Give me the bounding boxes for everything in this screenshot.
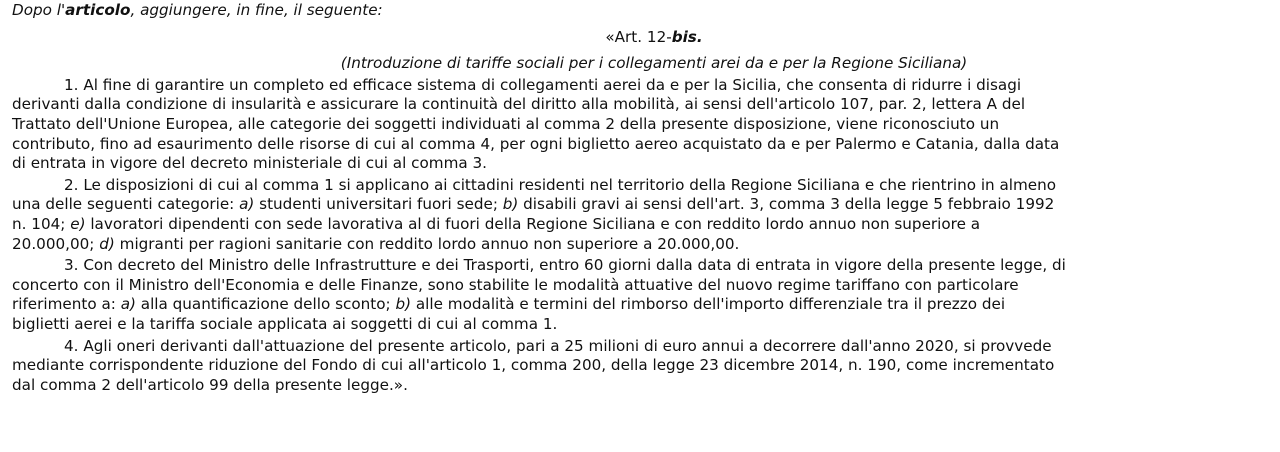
list-marker: e): [70, 214, 86, 233]
text-run: 4. Agli oneri derivanti dall'attuazione del presente articolo, pari a 25 milioni di euro annui a decorrere dall'anno 2020, si provvede: [64, 336, 1052, 355]
text-run: dal comma 2 dell'articolo 99 della presente legge.».: [12, 375, 408, 394]
article-subtitle: (Introduzione di tariffe sociali per i collegamenti arei da e per la Regione Siciliana): [340, 54, 968, 73]
article-title-suffix: bis.: [671, 27, 703, 46]
text-run: lavoratori dipendenti con sede lavorativa al di fuori della Regione Siciliana e con reddito lordo annuo non superiore a: [85, 214, 981, 233]
amendment-instruction: [12, 1, 1268, 21]
paragraph-line: [12, 115, 1268, 135]
paragraph-line: [12, 195, 1268, 215]
text-run: derivanti dalla condizione di insularità e assicurare la continuità del diritto alla mobilità, ai sensi dell'articolo 107, par. 2, lettera A del: [12, 95, 1026, 114]
paragraph-line: [12, 176, 1268, 196]
list-marker: a): [239, 195, 255, 214]
list-marker: a): [120, 295, 136, 314]
list-marker: b): [502, 195, 519, 214]
paragraph-line: [12, 295, 1268, 315]
text-run: mediante corrispondente riduzione del Fondo di cui all'articolo 1, comma 200, della legge 23 dicembre 2014, n. 190, come incrementato: [12, 356, 1055, 375]
text-run: disabili gravi ai sensi dell'art. 3, comma 3 della legge 5 febbraio 1992: [518, 195, 1055, 214]
article-title: [12, 28, 1268, 48]
text-run: Trattato dell'Unione Europea, alle categorie dei soggetti individuati al comma 2 della presente disposizione, viene riconosciuto un: [12, 114, 1000, 133]
article-paragraphs: [12, 76, 1268, 396]
paragraph-line: [12, 337, 1268, 357]
intro-text: Dopo l': [12, 1, 66, 19]
text-run: contributo, fino ad esaurimento delle risorse di cui al comma 4, per ogni biglietto aereo acquistato da e per Palermo e Catania, dalla data: [12, 134, 1060, 153]
list-marker: d): [99, 234, 115, 253]
paragraph-line: [12, 154, 1268, 174]
text-run: 1. Al fine di garantire un completo ed efficace sistema di collegamenti aerei da e per la Sicilia, che consenta di ridurre i disagi: [64, 75, 1022, 94]
paragraph-4: [12, 337, 1268, 396]
paragraph-3: [12, 256, 1268, 334]
text-run: alla quantificazione dello sconto;: [135, 295, 396, 314]
text-run: biglietti aerei e la tariffa sociale applicata ai soggetti di cui al comma 1.: [12, 314, 558, 333]
paragraph-line: [12, 356, 1268, 376]
text-run: alle modalità e termini del rimborso dell'importo differenziale tra il prezzo dei: [411, 295, 1006, 314]
text-run: riferimento a:: [12, 295, 121, 314]
text-run: concerto con il Ministro dell'Economia e delle Finanze, sono stabilite le modalità attuative del nuovo regime tariffano con particolare: [12, 275, 1019, 294]
text-run: n. 104;: [12, 214, 71, 233]
paragraph-line: [12, 215, 1268, 235]
text-run: una delle seguenti categorie:: [12, 195, 240, 214]
text-run: 3. Con decreto del Ministro delle Infrastrutture e dei Trasporti, entro 60 giorni dalla data di entrata in vigore della presente legge, di: [64, 256, 1066, 275]
list-marker: b): [395, 295, 412, 314]
article-title-prefix: «Art. 12-: [605, 27, 672, 46]
intro-bold: articolo: [65, 1, 131, 19]
text-run: studenti universitari fuori sede;: [254, 195, 503, 214]
text-run: 2. Le disposizioni di cui al comma 1 si applicano ai cittadini residenti nel territorio della Regione Siciliana e che rientrino in almeno: [64, 175, 1057, 194]
paragraph-line: [12, 315, 1268, 335]
text-run: 20.000,00;: [12, 234, 100, 253]
paragraph-line: [12, 256, 1268, 276]
text-run: di entrata in vigore del decreto ministeriale di cui al comma 3.: [12, 154, 487, 173]
paragraph-line: [12, 276, 1268, 296]
text-run: migranti per ragioni sanitarie con reddito lordo annuo non superiore a 20.000,00.: [114, 234, 740, 253]
paragraph-line: [12, 235, 1268, 255]
paragraph-line: [12, 95, 1268, 115]
paragraph-1: [12, 76, 1268, 174]
paragraph-line: [12, 76, 1268, 96]
paragraph-line: [12, 135, 1268, 155]
paragraph-2: [12, 176, 1268, 254]
intro-text-tail: , aggiungere, in fine, il seguente:: [130, 1, 383, 19]
paragraph-line: [12, 376, 1268, 396]
